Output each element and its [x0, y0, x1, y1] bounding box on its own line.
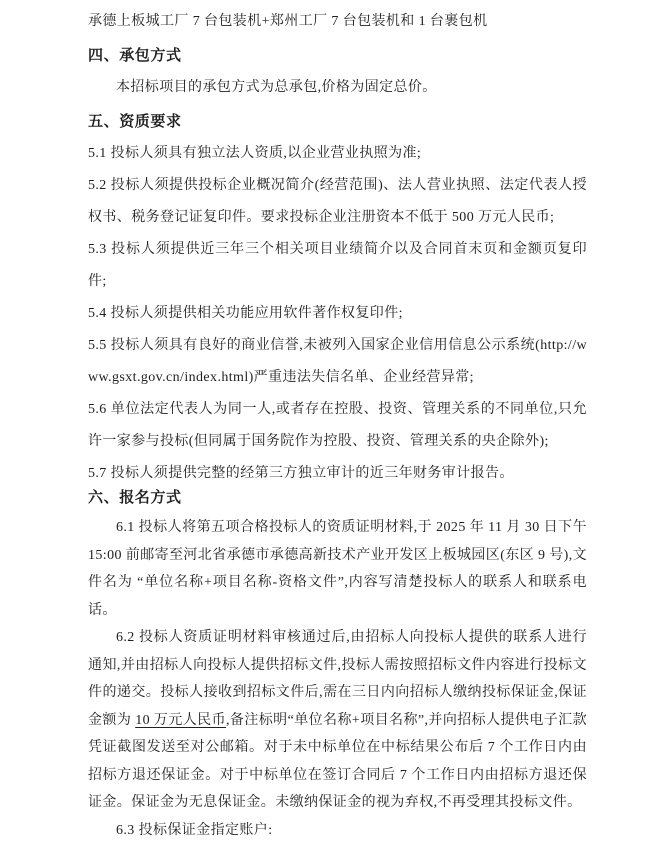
- section-heading-qualification: 五、资质要求: [88, 106, 587, 138]
- section-heading-contract-method: 四、承包方式: [88, 40, 587, 72]
- registration-paragraph-6-3: 6.3 投标保证金指定账户:: [88, 817, 587, 844]
- qualification-item-5-6: 5.6 单位法定代表人为同一人,或者存在控股、投资、管理关系的不同单位,只允许一家参与投标(但同属于国务院作为控股、投资、管理关系的央企除外);: [88, 394, 587, 458]
- qualification-item-5-5: 5.5 投标人须具有良好的商业信誉,未被列入国家企业信用信息公示系统(http://www.gsxt.gov.cn/index.html)严重违法失信名单、企业经营异常;: [88, 330, 587, 394]
- contract-method-paragraph: 本招标项目的承包方式为总承包,价格为固定总价。: [88, 72, 587, 104]
- intro-line: 承德上板城工厂 7 台包装机+郑州工厂 7 台包装机和 1 台裹包机: [88, 6, 587, 38]
- paragraph-6-2-before-amount: 6.2 投标人资质证明材料审核通过后,由招标人向投标人提供的联系人进行通知,并由招标人向投标人提供招标文件,投标人需按照招标文件内容进行投标文件的递交。投标人接收到招标文件后,需在三日内向招标人缴纳投标保证金,保证金额为: [88, 630, 587, 728]
- qualification-item-5-3: 5.3 投标人须提供近三年三个相关项目业绩简介以及合同首末页和金额页复印件;: [88, 234, 587, 298]
- qualification-item-5-1: 5.1 投标人须具有独立法人资质,以企业营业执照为准;: [88, 138, 587, 170]
- registration-paragraph-6-1: 6.1 投标人将第五项合格投标人的资质证明材料,于 2025 年 11 月 30 日下午 15:00 前邮寄至河北省承德市承德高新技术产业开发区上板城园区(东区 9 号),文件名为 “单位名称+项目名称-资格文件”,内容写清楚投标人的联系人和联系电话。: [88, 514, 587, 624]
- paragraph-6-2-after-amount: ,备注标明“单位名称+项目名称”,并向招标人提供电子汇款凭证截图发送至对公邮箱。对于未中标单位在中标结果公布后 7 个工作日内由招标方退还保证金。对于中标单位在签订合同后 7 个工作日内由招标方退还保证金。保证金为无息保证金。未缴纳保证金的视为弃权,不再受理其投标文件。: [88, 713, 587, 811]
- section-heading-registration: 六、报名方式: [88, 482, 587, 514]
- qualification-item-5-4: 5.4 投标人须提供相关功能应用软件著作权复印件;: [88, 298, 587, 330]
- qualification-item-5-7: 5.7 投标人须提供完整的经第三方独立审计的近三年财务审计报告。: [88, 458, 587, 490]
- registration-paragraph-6-2: [88, 624, 587, 817]
- qualification-item-5-2: 5.2 投标人须提供投标企业概况简介(经营范围)、法人营业执照、法定代表人授权书、税务登记证复印件。要求投标企业注册资本不低于 500 万元人民币;: [88, 170, 587, 234]
- deposit-amount-underlined: 10 万元人民币: [135, 713, 226, 728]
